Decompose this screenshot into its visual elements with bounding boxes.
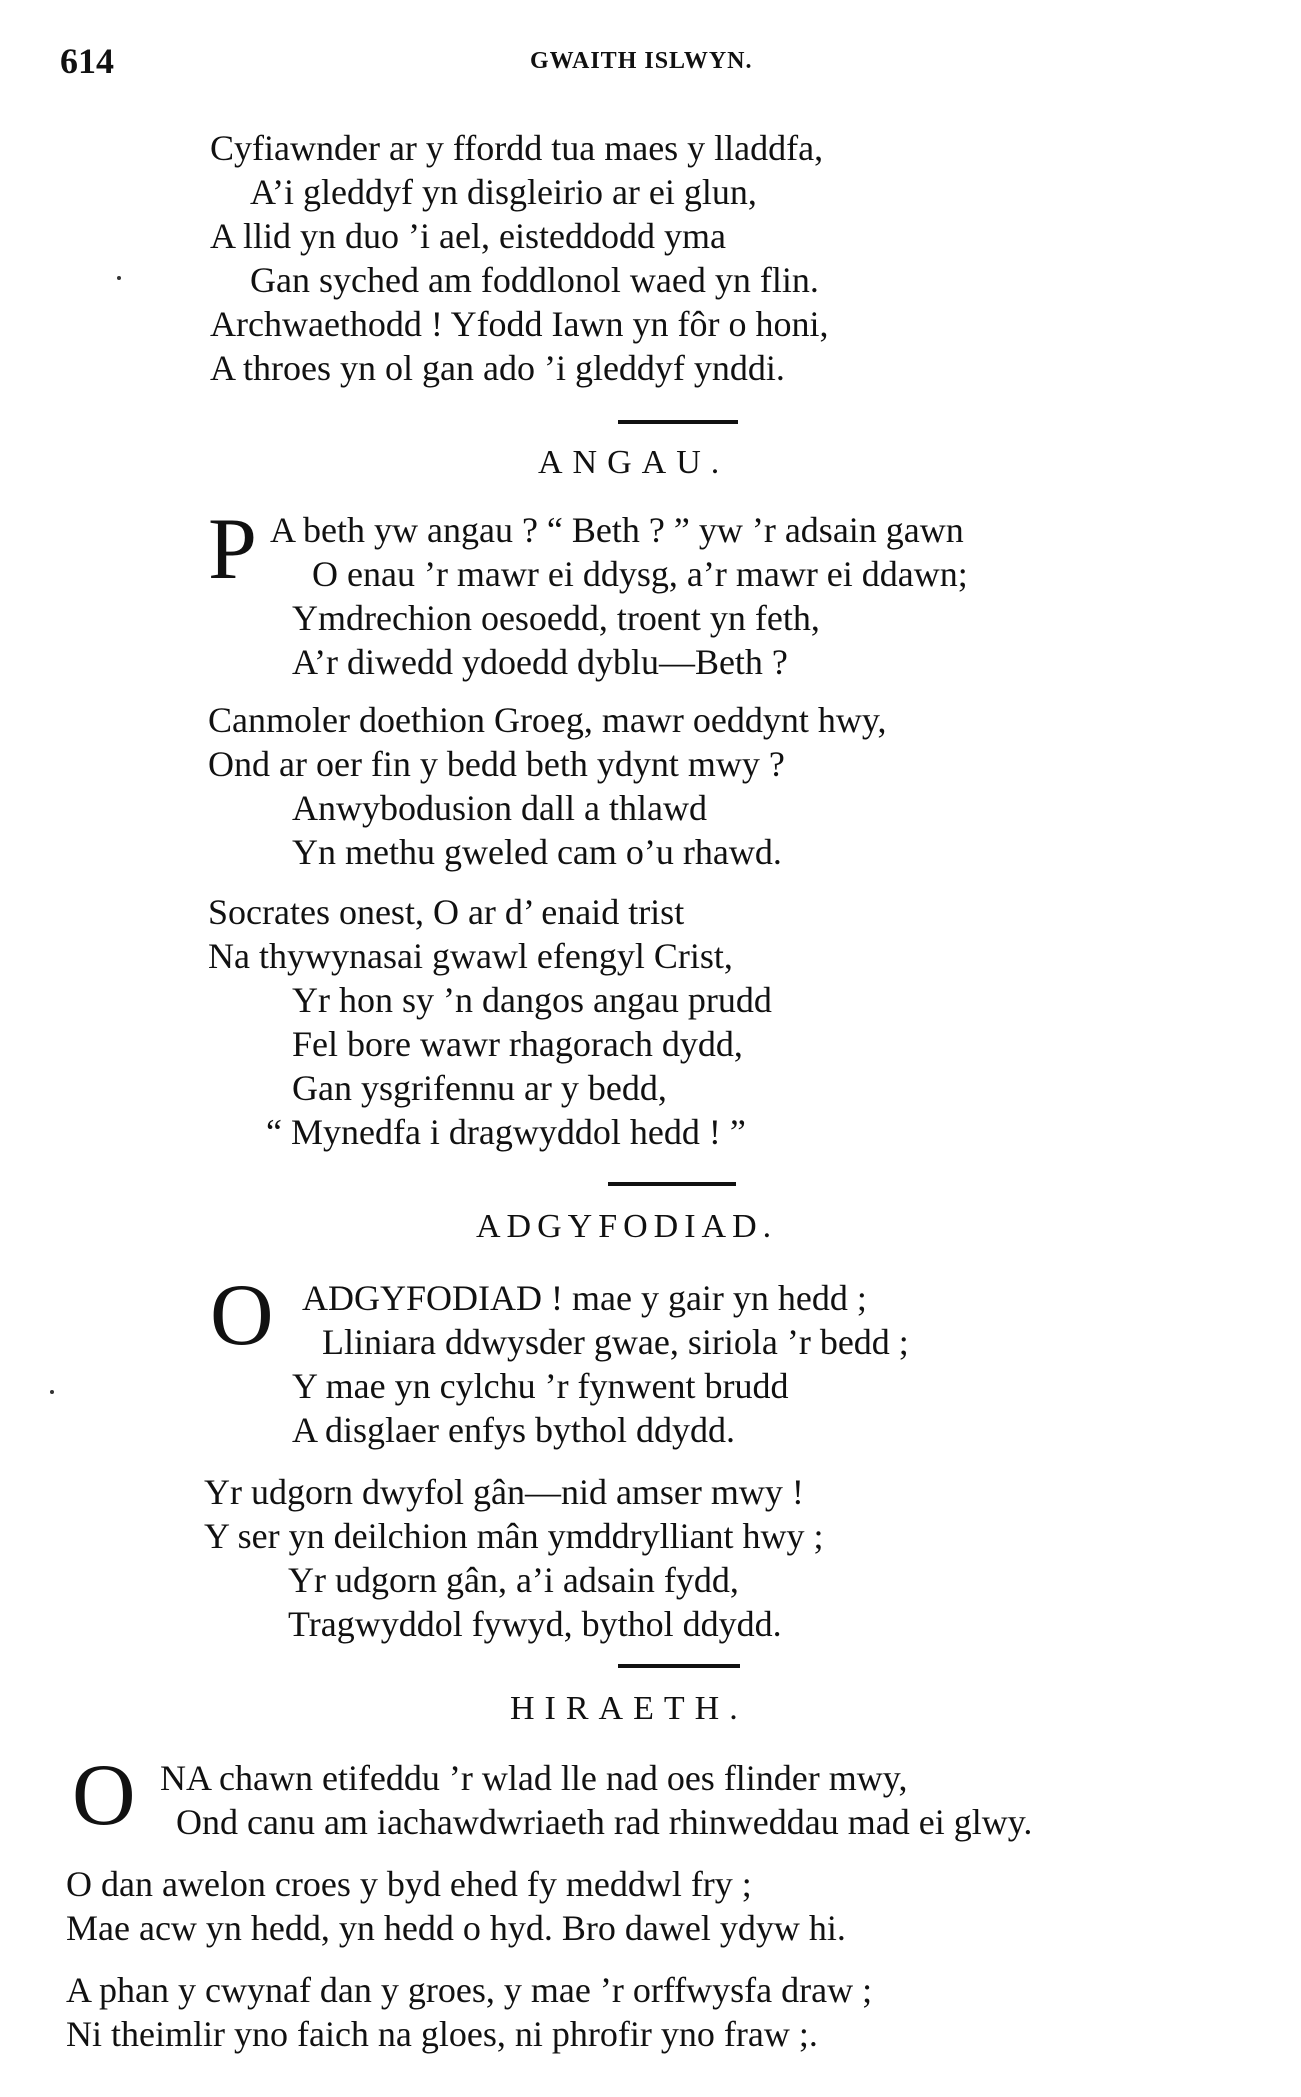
verse-line: O dan awelon croes y byd ehed fy meddwl fry ;: [66, 1864, 752, 1904]
verse-line: Ond canu am iachawdwriaeth rad rhinweddau mad ei glwy.: [176, 1802, 1033, 1842]
verse-line: Y mae yn cylchu ’r fynwent brudd: [292, 1366, 789, 1406]
page-number: 614: [60, 41, 114, 81]
verse-line: Ond ar oer fin y bedd beth ydynt mwy ?: [208, 744, 785, 784]
verse-line: Fel bore wawr rhagorach dydd,: [292, 1024, 743, 1064]
verse-line: Ni theimlir yno faich na gloes, ni phrofir yno fraw ;.: [66, 2014, 818, 2054]
verse-line: Yn methu gweled cam o’u rhawd.: [292, 832, 782, 872]
verse-line: Mae acw yn hedd, yn hedd o hyd. Bro dawel ydyw hi.: [66, 1908, 846, 1948]
verse-line: O enau ’r mawr ei ddysg, a’r mawr ei ddawn;: [312, 554, 968, 594]
verse-line: A llid yn duo ’i ael, eisteddodd yma: [210, 216, 726, 256]
drop-cap: P: [208, 501, 257, 598]
verse-line: Anwybodusion dall a thlawd: [292, 788, 707, 828]
verse-line: Gan ysgrifennu ar y bedd,: [292, 1068, 667, 1108]
verse-line: Ymdrechion oesoedd, troent yn feth,: [292, 598, 820, 638]
verse-line: Lliniara ddwysder gwae, siriola ’r bedd ;: [322, 1322, 909, 1362]
print-speck: [117, 276, 121, 280]
page-header: [60, 40, 1240, 80]
running-head: GWAITH ISLWYN.: [530, 48, 753, 74]
verse-line: Yr udgorn gân, a’i adsain fydd,: [288, 1560, 739, 1600]
verse-line: “ Mynedfa i dragwyddol hedd ! ”: [266, 1112, 746, 1152]
verse-line: ADGYFODIAD ! mae y gair yn hedd ;: [302, 1278, 867, 1318]
verse-line: Yr hon sy ’n dangos angau prudd: [292, 980, 772, 1020]
verse-line: A beth yw angau ? “ Beth ? ” yw ’r adsain gawn: [270, 510, 964, 550]
verse-line: Gan syched am foddlonol waed yn flin.: [250, 260, 819, 300]
section-rule: [618, 420, 738, 424]
verse-line: Canmoler doethion Groeg, mawr oeddynt hwy,: [208, 700, 887, 740]
verse-line: Tragwyddol fywyd, bythol ddydd.: [288, 1604, 782, 1644]
section-rule: [618, 1664, 740, 1668]
verse-line: A throes yn ol gan ado ’i gleddyf ynddi.: [210, 348, 785, 388]
verse-line: Yr udgorn dwyfol gân—nid amser mwy !: [204, 1472, 804, 1512]
verse-line: A disglaer enfys bythol ddydd.: [292, 1410, 735, 1450]
verse-line: Archwaethodd ! Yfodd Iawn yn fôr o honi,: [210, 304, 829, 344]
poem-title: ADGYFODIAD.: [476, 1208, 778, 1245]
verse-line: Socrates onest, O ar d’ enaid trist: [208, 892, 685, 932]
verse-line: A phan y cwynaf dan y groes, y mae ’r orffwysfa draw ;: [66, 1970, 873, 2010]
verse-line: A’i gleddyf yn disgleirio ar ei glun,: [250, 172, 757, 212]
verse-line: NA chawn etifeddu ’r wlad lle nad oes flinder mwy,: [160, 1758, 908, 1798]
verse-line: Na thywynasai gwawl efengyl Crist,: [208, 936, 733, 976]
verse-line: A’r diwedd ydoedd dyblu—Beth ?: [292, 642, 788, 682]
poem-title: HIRAETH.: [510, 1690, 748, 1727]
drop-cap: O: [210, 1267, 274, 1364]
verse-line: Y ser yn deilchion mân ymddrylliant hwy ;: [204, 1516, 824, 1556]
verse-line: Cyfiawnder ar y ffordd tua maes y lladdfa,: [210, 128, 824, 168]
drop-cap: O: [72, 1747, 136, 1844]
print-speck: [50, 1390, 54, 1394]
poem-title: ANGAU.: [538, 444, 730, 481]
section-rule: [608, 1182, 736, 1186]
